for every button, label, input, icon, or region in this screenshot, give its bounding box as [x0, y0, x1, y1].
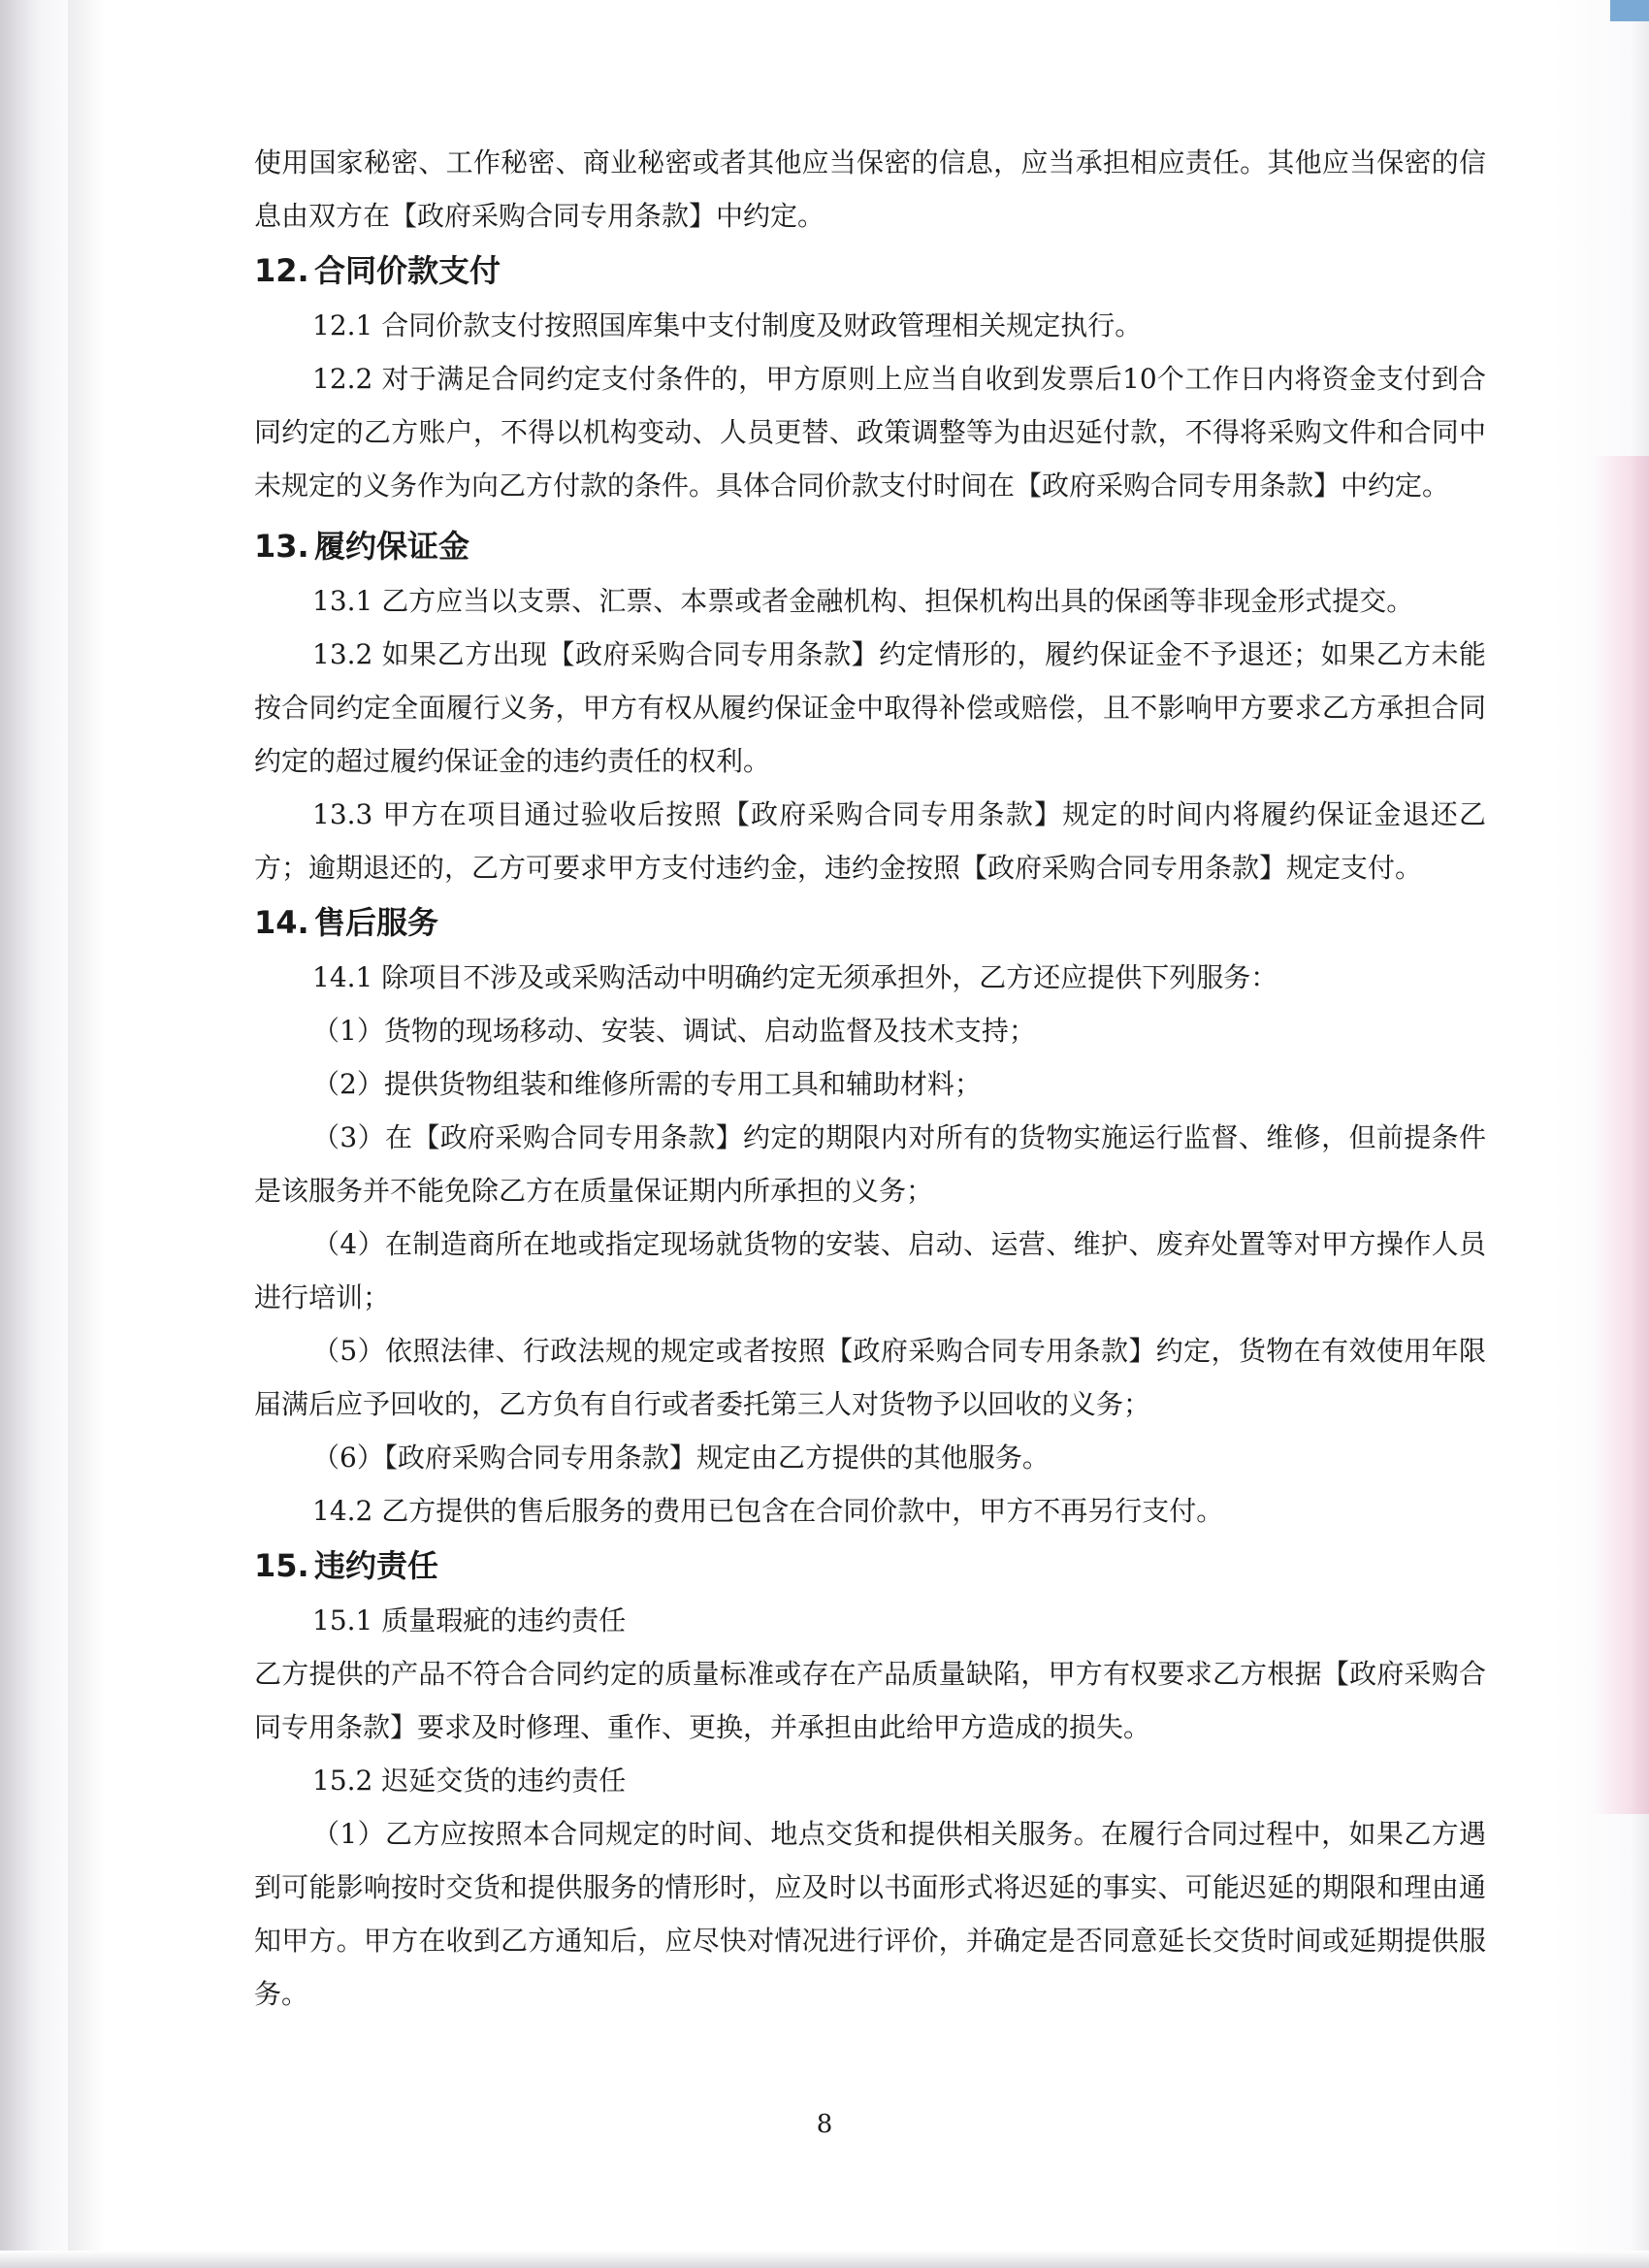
section-14-number: 14.	[254, 904, 309, 941]
section-14-heading	[254, 894, 1486, 951]
section-13-number: 13.	[254, 528, 309, 565]
service-item-1: （1）货物的现场移动、安装、调试、启动监督及技术支持；	[312, 1015, 1036, 1047]
service-item-4: （4）在制造商所在地或指定现场就货物的安装、启动、运营、维护、废弃处置等对甲方操作人员进行培训；	[254, 1228, 1486, 1313]
clause-12-1: 12.1 合同价款支付按照国库集中支付制度及财政管理相关规定执行。	[312, 309, 1143, 341]
clause-15-2-heading: 15.2 迟延交货的违约责任	[312, 1765, 627, 1797]
clause-13-3: 13.3 甲方在项目通过验收后按照【政府采购合同专用条款】规定的时间内将履约保证金退还乙方；逾期退还的，乙方可要求甲方支付违约金，违约金按照【政府采购合同专用条款】规定支付。	[254, 798, 1486, 884]
section-12-title: 合同价款支付	[314, 252, 501, 289]
section-14-title: 售后服务	[314, 904, 439, 941]
section-12-heading	[254, 243, 1486, 299]
clause-14-2: 14.2 乙方提供的售后服务的费用已包含在合同价款中，甲方不再另行支付。	[312, 1495, 1224, 1527]
seal-bleed-edge	[1591, 456, 1649, 1814]
clause-15-1-heading: 15.1 质量瑕疵的违约责任	[312, 1604, 627, 1636]
binding-shadow	[68, 0, 107, 2268]
clause-14-1: 14.1 除项目不涉及或采购活动中明确约定无须承担外，乙方还应提供下列服务：	[312, 961, 1278, 993]
page-number: 8	[816, 2110, 833, 2139]
section-13-title: 履约保证金	[314, 528, 470, 565]
service-item-2: （2）提供货物组装和维修所需的专用工具和辅助材料；	[312, 1068, 982, 1100]
service-item-5: （5）依照法律、行政法规的规定或者按照【政府采购合同专用条款】约定，货物在有效使用年限届满后应予回收的，乙方负有自行或者委托第三人对货物予以回收的义务；	[254, 1335, 1486, 1420]
delay-item-1: （1）乙方应按照本合同规定的时间、地点交货和提供相关服务。在履行合同过程中，如果乙方遇到可能影响按时交货和提供服务的情形时，应及时以书面形式将迟延的事实、可能迟延的期限和理由通知甲方。甲方在收到乙方通知后，应尽快对情况进行评价，并确定是否同意延长交货时间或延期提供服务。	[254, 1818, 1486, 2010]
contract-page-body	[254, 136, 1486, 2021]
section-13-heading	[254, 518, 1486, 574]
section-15-title: 违约责任	[314, 1547, 439, 1584]
section-15-heading	[254, 1538, 1486, 1594]
clause-13-2: 13.2 如果乙方出现【政府采购合同专用条款】约定情形的，履约保证金不予退还；如果乙方未能按合同约定全面履行义务，甲方有权从履约保证金中取得补偿或赔偿，且不影响甲方要求乙方承担合同约定的超过履约保证金的违约责任的权利。	[254, 638, 1486, 777]
clause-15-1-text: 乙方提供的产品不符合合同约定的质量标准或存在产品质量缺陷，甲方有权要求乙方根据【政府采购合同专用条款】要求及时修理、重作、更换，并承担由此给甲方造成的损失。	[254, 1658, 1486, 1743]
confidentiality-continuation: 使用国家秘密、工作秘密、商业秘密或者其他应当保密的信息，应当承担相应责任。其他应当保密的信息由双方在【政府采购合同专用条款】中约定。	[254, 146, 1486, 232]
corner-tab	[1610, 0, 1649, 21]
clause-12-2: 12.2 对于满足合同约定支付条件的，甲方原则上应当自收到发票后10个工作日内将资金支付到合同约定的乙方账户，不得以机构变动、人员更替、政策调整等为由迟延付款，不得将采购文件和合同中未规定的义务作为向乙方付款的条件。具体合同价款支付时间在【政府采购合同专用条款】中约定。	[254, 363, 1486, 502]
clause-13-1: 13.1 乙方应当以支票、汇票、本票或者金融机构、担保机构出具的保函等非现金形式提交。	[312, 585, 1414, 617]
service-item-6: （6）【政府采购合同专用条款】规定由乙方提供的其他服务。	[312, 1442, 1050, 1474]
section-12-number: 12.	[254, 252, 309, 289]
section-15-number: 15.	[254, 1547, 309, 1584]
service-item-3: （3）在【政府采购合同专用条款】约定的期限内对所有的货物实施运行监督、维修，但前提条件是该服务并不能免除乙方在质量保证期内所承担的义务；	[254, 1121, 1486, 1207]
page-bottom-edge	[0, 2251, 1649, 2268]
